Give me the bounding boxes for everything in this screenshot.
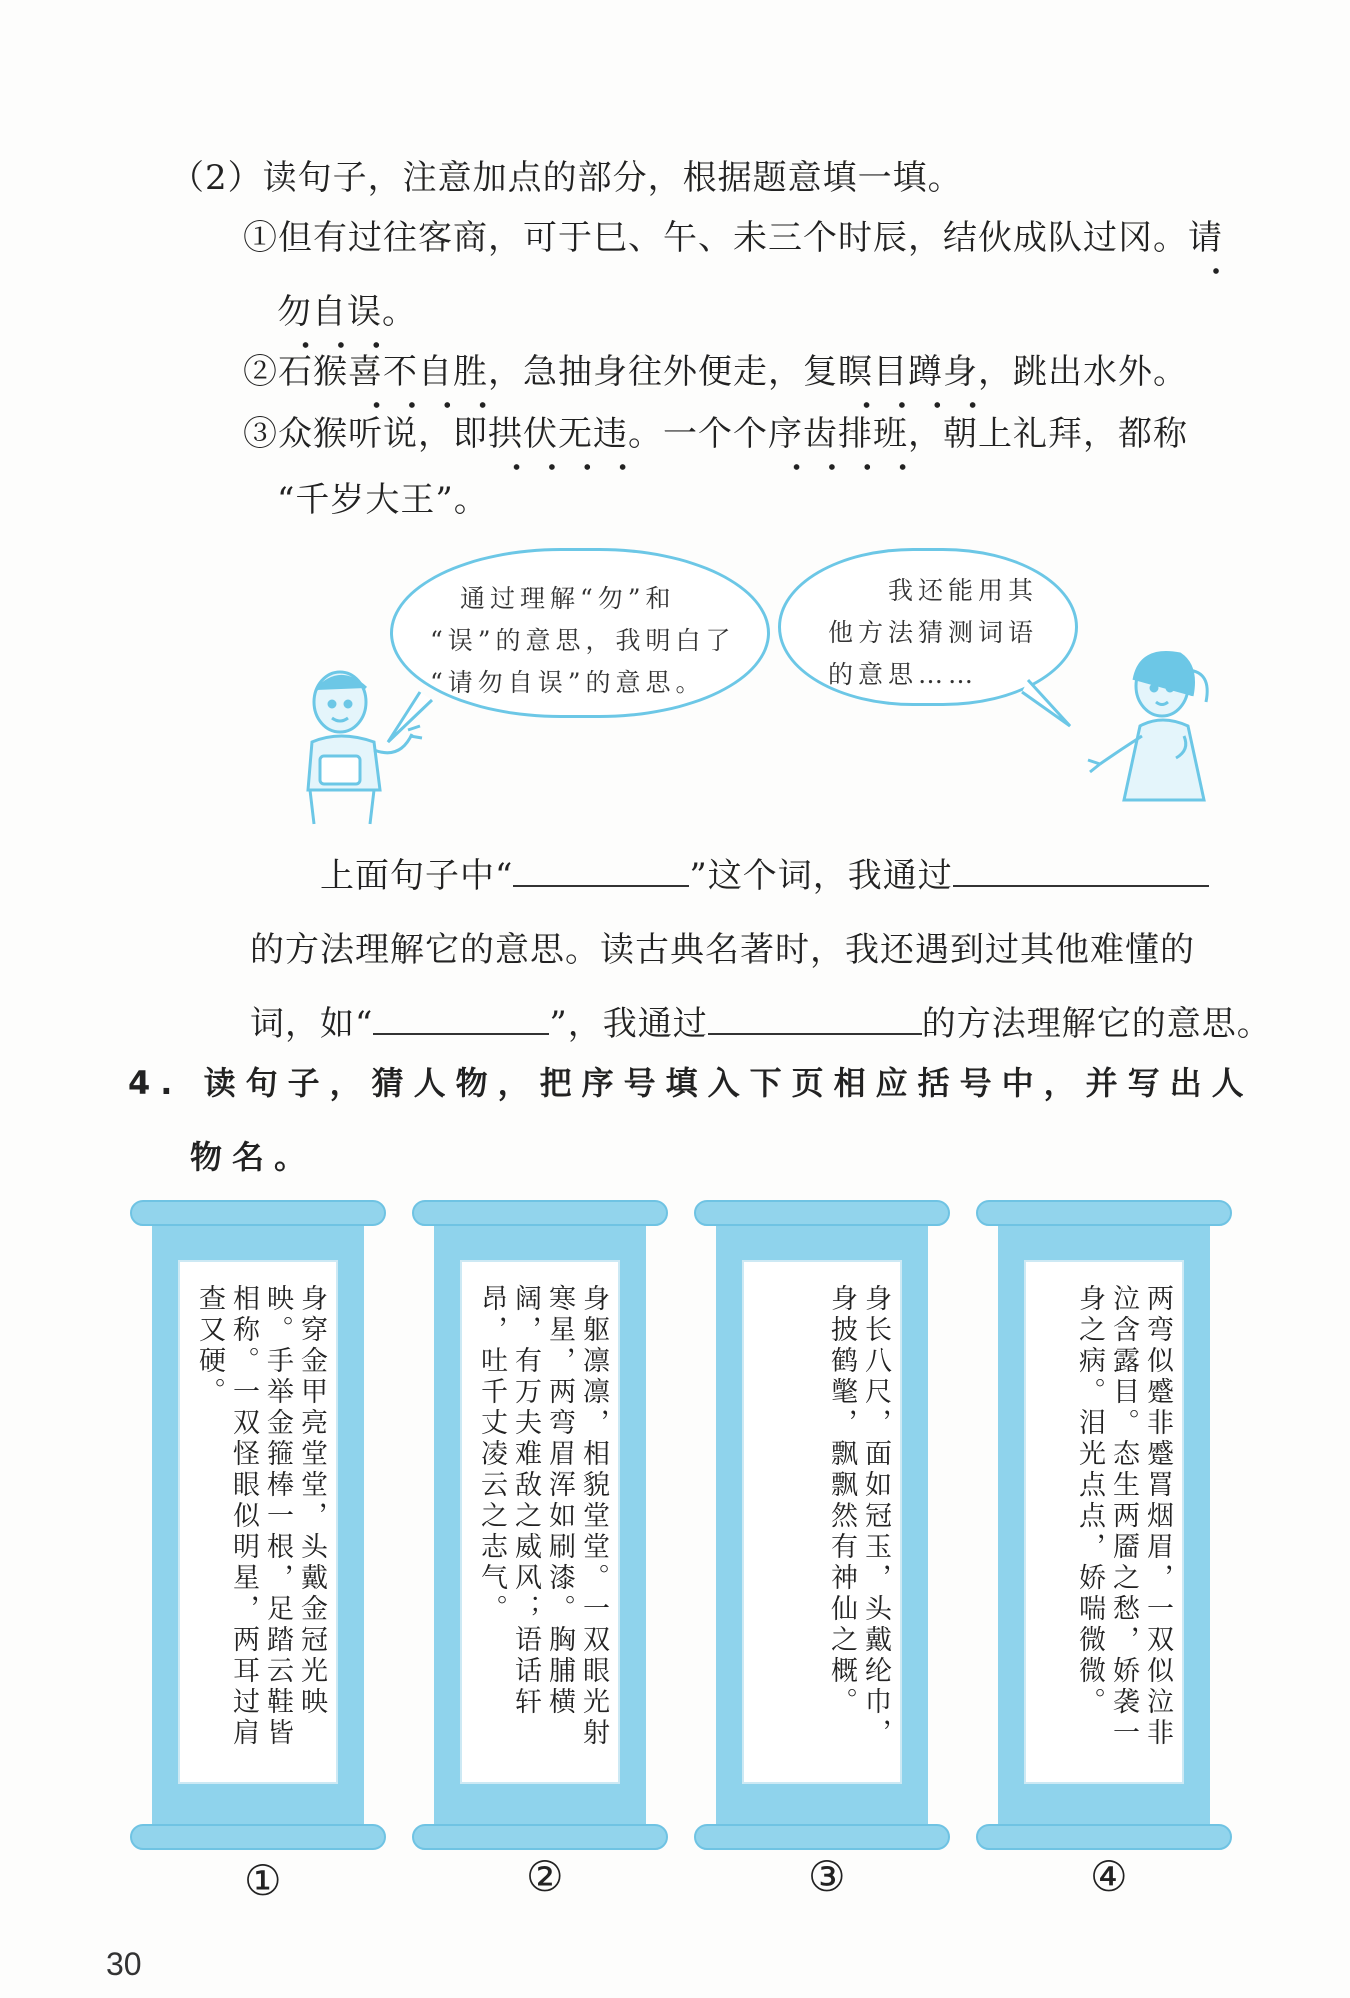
- question-4-title-cont: 物名。: [190, 1138, 317, 1176]
- girl-speech-text: 我还能用其 他方法猜测词语 的意思……: [828, 576, 1039, 689]
- scroll-3-text: 身长八尺，面如冠玉，头戴纶巾，身披鹤氅，飘飘然有神仙之概。: [826, 1284, 891, 1749]
- scroll-4: [980, 1200, 1228, 1850]
- scroll-2-text: 身躯凛凛，相貌堂堂。一双眼光射寒星，两弯眉浑如刷漆。胸脯横阔，有万夫难敌之威风；语话轩昂，吐千丈凌云之志气。: [476, 1284, 609, 1749]
- girl-icon: [1080, 640, 1230, 820]
- blank-method-1[interactable]: [953, 855, 1209, 887]
- blank-method-2[interactable]: [708, 1003, 922, 1035]
- fill-line-3: 词，如“ ”，我通过 的方法理解它的意思。: [250, 1004, 1272, 1044]
- scroll-1-text: 身穿金甲亮堂堂，头戴金冠光映映。手举金箍棒一根，足踏云鞋皆相称。一双怪眼似明星，两耳过肩查又硬。: [194, 1284, 327, 1749]
- scroll-4-number: ④: [1090, 1852, 1128, 1901]
- dotted-word: 拱伏无违: [488, 414, 628, 454]
- sentence-3: ③众猴听说，即拱伏无违 。一个个序齿排班 ，朝上礼拜，都称: [243, 406, 1188, 455]
- sentence-1-cont: 勿自误 。: [277, 284, 417, 333]
- scroll-3: [698, 1200, 946, 1850]
- question-2-title: （2）读句子，注意加点的部分，根据题意填一填。: [170, 158, 963, 198]
- blank-word[interactable]: [513, 855, 689, 887]
- dotted-word: 请: [1188, 218, 1223, 258]
- scroll-1-number: ①: [244, 1856, 282, 1905]
- scroll-2-number: ②: [526, 1852, 564, 1901]
- sentence-2: ②石猴喜不自胜 ，急抽身往外便走，复瞑目蹲身 ，跳出水外。: [243, 344, 1188, 393]
- scroll-3-number: ③: [808, 1852, 846, 1901]
- page-number: 30: [106, 1946, 142, 1982]
- sentence-1: [243, 210, 1223, 259]
- scroll-4-text: 两弯似蹙非蹙罥烟眉，一双似泣非泣含露目。态生两靥之愁，娇袭一身之病。泪光点点，娇喘微微。: [1074, 1284, 1173, 1749]
- boy-icon: [290, 660, 430, 830]
- sentence-3-cont: “千岁大王”。: [277, 480, 489, 520]
- scroll-2: [416, 1200, 664, 1850]
- dotted-word: 喜不自胜: [348, 352, 488, 392]
- scroll-1: [134, 1200, 382, 1850]
- dotted-word: 勿自误: [277, 292, 382, 332]
- blank-word-2[interactable]: [373, 1003, 549, 1035]
- dotted-word: 瞑目蹲身: [838, 352, 978, 392]
- fill-line-1: 上面句子中“ ”这个词，我通过: [320, 848, 1209, 897]
- fill-line-2: 的方法理解它的意思。读古典名著时，我还遇到过其他难懂的: [250, 930, 1195, 970]
- boy-speech-text: 通过理解“勿”和 “误”的意思，我明白了 “请勿自误”的意思。: [430, 584, 736, 697]
- question-4-title: 4. 读句子，猜人物，把序号填入下页相应括号中，并写出人: [128, 1064, 1254, 1102]
- sentence-1-text: ①但有过往客商，可于巳、午、未三个时辰，结伙成队过冈。: [243, 218, 1188, 258]
- dotted-word: 序齿排班: [768, 414, 908, 454]
